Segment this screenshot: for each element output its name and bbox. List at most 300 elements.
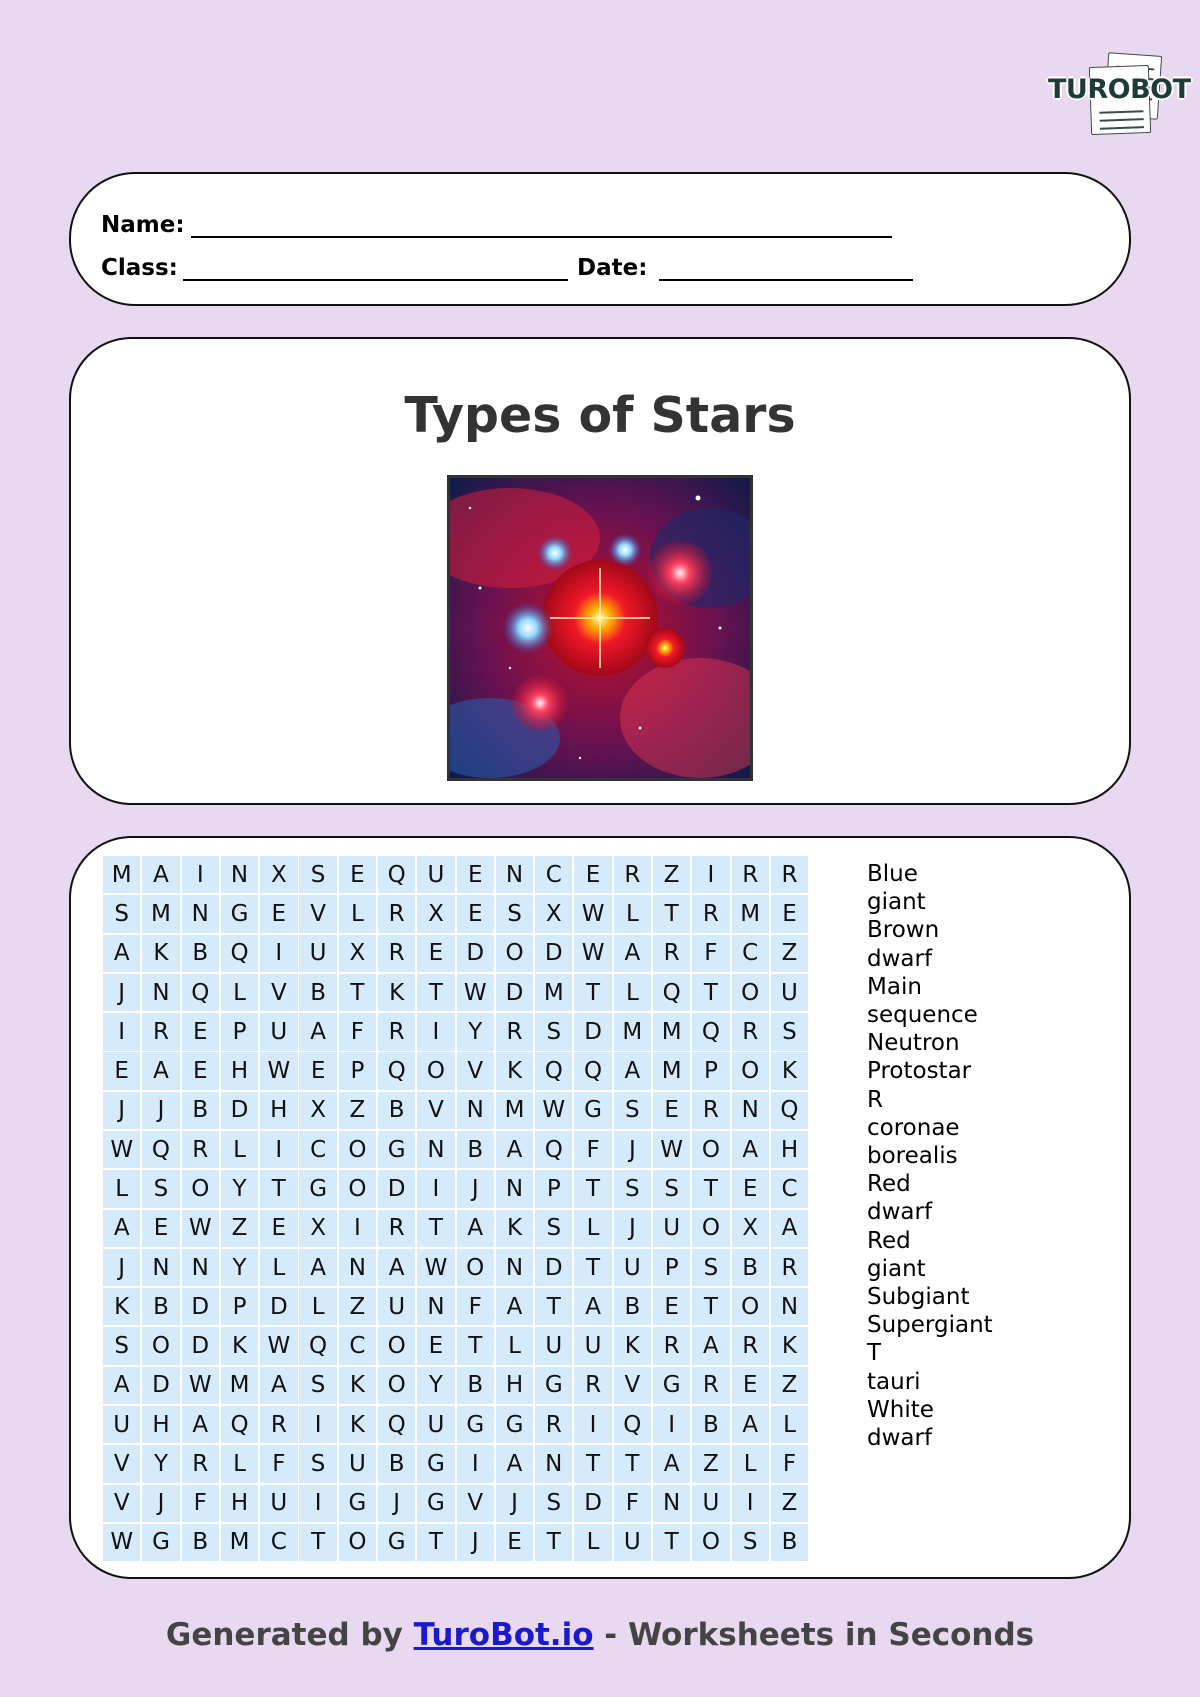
grid-cell[interactable]: X <box>339 935 376 972</box>
grid-cell[interactable]: O <box>732 974 769 1011</box>
grid-cell[interactable]: R <box>496 1013 533 1050</box>
grid-cell[interactable]: V <box>299 895 336 932</box>
grid-cell[interactable]: D <box>457 935 494 972</box>
grid-cell[interactable]: Q <box>378 1406 415 1443</box>
grid-cell[interactable]: U <box>260 1485 297 1522</box>
grid-cell[interactable]: G <box>417 1485 454 1522</box>
grid-cell[interactable]: M <box>103 856 140 893</box>
grid-cell[interactable]: E <box>457 895 494 932</box>
grid-cell[interactable]: U <box>103 1406 140 1443</box>
grid-cell[interactable]: I <box>457 1445 494 1482</box>
grid-cell[interactable]: L <box>614 895 651 932</box>
grid-cell[interactable]: Q <box>378 856 415 893</box>
grid-cell[interactable]: A <box>653 1445 690 1482</box>
grid-cell[interactable]: N <box>496 856 533 893</box>
grid-cell[interactable]: A <box>103 935 140 972</box>
grid-cell[interactable]: N <box>417 1131 454 1168</box>
grid-cell[interactable]: W <box>182 1367 219 1404</box>
grid-cell[interactable]: A <box>182 1406 219 1443</box>
grid-cell[interactable]: X <box>299 1210 336 1247</box>
grid-cell[interactable]: N <box>142 974 179 1011</box>
grid-cell[interactable]: I <box>417 1013 454 1050</box>
grid-cell[interactable]: I <box>260 935 297 972</box>
grid-cell[interactable]: W <box>182 1210 219 1247</box>
grid-cell[interactable]: Q <box>221 1406 258 1443</box>
grid-cell[interactable]: K <box>142 935 179 972</box>
grid-cell[interactable]: W <box>574 935 611 972</box>
grid-cell[interactable]: Q <box>142 1131 179 1168</box>
grid-cell[interactable]: S <box>732 1524 769 1561</box>
grid-cell[interactable]: Q <box>574 1052 611 1089</box>
grid-cell[interactable]: O <box>339 1170 376 1207</box>
grid-cell[interactable]: R <box>692 1367 729 1404</box>
grid-cell[interactable]: W <box>103 1131 140 1168</box>
grid-cell[interactable]: M <box>221 1524 258 1561</box>
grid-cell[interactable]: L <box>574 1524 611 1561</box>
grid-cell[interactable]: X <box>535 895 572 932</box>
grid-cell[interactable]: O <box>692 1524 729 1561</box>
grid-cell[interactable]: M <box>653 1013 690 1050</box>
grid-cell[interactable]: I <box>182 856 219 893</box>
grid-cell[interactable]: K <box>378 974 415 1011</box>
grid-cell[interactable]: W <box>574 895 611 932</box>
grid-cell[interactable]: Q <box>299 1327 336 1364</box>
grid-cell[interactable]: H <box>496 1367 533 1404</box>
grid-cell[interactable]: L <box>732 1445 769 1482</box>
grid-cell[interactable]: W <box>457 974 494 1011</box>
grid-cell[interactable]: Q <box>692 1013 729 1050</box>
grid-cell[interactable]: T <box>653 1524 690 1561</box>
grid-cell[interactable]: B <box>299 974 336 1011</box>
grid-cell[interactable]: R <box>771 856 808 893</box>
grid-cell[interactable]: A <box>299 1249 336 1286</box>
grid-cell[interactable]: D <box>535 1249 572 1286</box>
grid-cell[interactable]: E <box>496 1524 533 1561</box>
grid-cell[interactable]: Z <box>692 1445 729 1482</box>
grid-cell[interactable]: B <box>378 1092 415 1129</box>
grid-cell[interactable]: J <box>103 1092 140 1129</box>
grid-cell[interactable]: M <box>142 895 179 932</box>
grid-cell[interactable]: R <box>771 1249 808 1286</box>
grid-cell[interactable]: L <box>221 1131 258 1168</box>
grid-cell[interactable]: R <box>692 1092 729 1129</box>
grid-cell[interactable]: R <box>732 1327 769 1364</box>
grid-cell[interactable]: W <box>653 1131 690 1168</box>
grid-cell[interactable]: R <box>182 1445 219 1482</box>
grid-cell[interactable]: Y <box>417 1367 454 1404</box>
grid-cell[interactable]: L <box>771 1406 808 1443</box>
grid-cell[interactable]: P <box>692 1052 729 1089</box>
grid-cell[interactable]: J <box>103 974 140 1011</box>
grid-cell[interactable]: K <box>339 1367 376 1404</box>
grid-cell[interactable]: B <box>182 1524 219 1561</box>
grid-cell[interactable]: U <box>653 1210 690 1247</box>
grid-cell[interactable]: K <box>496 1052 533 1089</box>
grid-cell[interactable]: E <box>574 856 611 893</box>
grid-cell[interactable]: D <box>574 1013 611 1050</box>
grid-cell[interactable]: A <box>614 1052 651 1089</box>
grid-cell[interactable]: L <box>221 1445 258 1482</box>
grid-cell[interactable]: D <box>142 1367 179 1404</box>
grid-cell[interactable]: Z <box>653 856 690 893</box>
grid-cell[interactable]: R <box>732 1013 769 1050</box>
grid-cell[interactable]: R <box>378 1210 415 1247</box>
grid-cell[interactable]: F <box>574 1131 611 1168</box>
grid-cell[interactable]: P <box>653 1249 690 1286</box>
grid-cell[interactable]: D <box>535 935 572 972</box>
grid-cell[interactable]: R <box>142 1013 179 1050</box>
grid-cell[interactable]: A <box>496 1445 533 1482</box>
grid-cell[interactable]: I <box>417 1170 454 1207</box>
grid-cell[interactable]: X <box>260 856 297 893</box>
grid-cell[interactable]: M <box>614 1013 651 1050</box>
grid-cell[interactable]: O <box>692 1131 729 1168</box>
grid-cell[interactable]: U <box>614 1249 651 1286</box>
grid-cell[interactable]: R <box>692 895 729 932</box>
grid-cell[interactable]: Y <box>457 1013 494 1050</box>
grid-cell[interactable]: A <box>142 856 179 893</box>
grid-cell[interactable]: K <box>614 1327 651 1364</box>
grid-cell[interactable]: N <box>653 1485 690 1522</box>
grid-cell[interactable]: H <box>260 1092 297 1129</box>
grid-cell[interactable]: L <box>614 974 651 1011</box>
grid-cell[interactable]: Y <box>221 1249 258 1286</box>
grid-cell[interactable]: T <box>574 1249 611 1286</box>
grid-cell[interactable]: U <box>574 1327 611 1364</box>
grid-cell[interactable]: V <box>417 1092 454 1129</box>
grid-cell[interactable]: M <box>535 974 572 1011</box>
grid-cell[interactable]: D <box>378 1170 415 1207</box>
grid-cell[interactable]: W <box>260 1327 297 1364</box>
grid-cell[interactable]: A <box>732 1131 769 1168</box>
grid-cell[interactable]: U <box>417 856 454 893</box>
grid-cell[interactable]: K <box>221 1327 258 1364</box>
grid-cell[interactable]: F <box>614 1485 651 1522</box>
grid-cell[interactable]: Z <box>221 1210 258 1247</box>
grid-cell[interactable]: A <box>496 1288 533 1325</box>
grid-cell[interactable]: S <box>535 1485 572 1522</box>
grid-cell[interactable]: I <box>339 1210 376 1247</box>
grid-cell[interactable]: W <box>260 1052 297 1089</box>
grid-cell[interactable]: I <box>260 1131 297 1168</box>
grid-cell[interactable]: O <box>692 1210 729 1247</box>
grid-cell[interactable]: E <box>182 1013 219 1050</box>
grid-cell[interactable]: S <box>299 1445 336 1482</box>
grid-cell[interactable]: K <box>771 1052 808 1089</box>
grid-cell[interactable]: Q <box>221 935 258 972</box>
grid-cell[interactable]: Q <box>182 974 219 1011</box>
grid-cell[interactable]: R <box>574 1367 611 1404</box>
grid-cell[interactable]: R <box>732 856 769 893</box>
grid-cell[interactable]: C <box>339 1327 376 1364</box>
grid-cell[interactable]: I <box>653 1406 690 1443</box>
grid-cell[interactable]: E <box>417 935 454 972</box>
grid-cell[interactable]: R <box>182 1131 219 1168</box>
grid-cell[interactable]: C <box>535 856 572 893</box>
grid-cell[interactable]: F <box>457 1288 494 1325</box>
grid-cell[interactable]: T <box>535 1524 572 1561</box>
grid-cell[interactable]: R <box>378 935 415 972</box>
grid-cell[interactable]: N <box>732 1092 769 1129</box>
grid-cell[interactable]: W <box>535 1092 572 1129</box>
grid-cell[interactable]: S <box>142 1170 179 1207</box>
grid-cell[interactable]: I <box>574 1406 611 1443</box>
grid-cell[interactable]: E <box>142 1210 179 1247</box>
grid-cell[interactable]: R <box>614 856 651 893</box>
grid-cell[interactable]: B <box>732 1249 769 1286</box>
grid-cell[interactable]: S <box>496 895 533 932</box>
grid-cell[interactable]: U <box>771 974 808 1011</box>
grid-cell[interactable]: J <box>614 1210 651 1247</box>
grid-cell[interactable]: K <box>771 1327 808 1364</box>
grid-cell[interactable]: E <box>103 1052 140 1089</box>
grid-cell[interactable]: E <box>732 1170 769 1207</box>
date-field[interactable] <box>659 279 913 281</box>
grid-cell[interactable]: L <box>299 1288 336 1325</box>
grid-cell[interactable]: Q <box>771 1092 808 1129</box>
grid-cell[interactable]: R <box>535 1406 572 1443</box>
grid-cell[interactable]: T <box>417 974 454 1011</box>
grid-cell[interactable]: T <box>692 1170 729 1207</box>
grid-cell[interactable]: G <box>574 1092 611 1129</box>
grid-cell[interactable]: R <box>653 935 690 972</box>
grid-cell[interactable]: G <box>653 1367 690 1404</box>
grid-cell[interactable]: A <box>771 1210 808 1247</box>
grid-cell[interactable]: E <box>299 1052 336 1089</box>
grid-cell[interactable]: O <box>417 1052 454 1089</box>
grid-cell[interactable]: J <box>496 1485 533 1522</box>
grid-cell[interactable]: V <box>103 1445 140 1482</box>
grid-cell[interactable]: N <box>496 1249 533 1286</box>
grid-cell[interactable]: T <box>614 1445 651 1482</box>
grid-cell[interactable]: E <box>417 1327 454 1364</box>
grid-cell[interactable]: Q <box>614 1406 651 1443</box>
grid-cell[interactable]: X <box>299 1092 336 1129</box>
grid-cell[interactable]: F <box>260 1445 297 1482</box>
grid-cell[interactable]: O <box>378 1327 415 1364</box>
grid-cell[interactable]: Z <box>771 1485 808 1522</box>
grid-cell[interactable]: E <box>339 856 376 893</box>
grid-cell[interactable]: G <box>378 1524 415 1561</box>
grid-cell[interactable]: V <box>103 1485 140 1522</box>
grid-cell[interactable]: I <box>299 1406 336 1443</box>
grid-cell[interactable]: E <box>653 1092 690 1129</box>
grid-cell[interactable]: U <box>378 1288 415 1325</box>
grid-cell[interactable]: N <box>457 1092 494 1129</box>
grid-cell[interactable]: A <box>103 1367 140 1404</box>
grid-cell[interactable]: U <box>339 1445 376 1482</box>
grid-cell[interactable]: R <box>378 1013 415 1050</box>
grid-cell[interactable]: N <box>142 1249 179 1286</box>
grid-cell[interactable]: Q <box>653 974 690 1011</box>
grid-cell[interactable]: I <box>299 1485 336 1522</box>
grid-cell[interactable]: G <box>378 1131 415 1168</box>
grid-cell[interactable]: M <box>653 1052 690 1089</box>
grid-cell[interactable]: A <box>142 1052 179 1089</box>
grid-cell[interactable]: E <box>653 1288 690 1325</box>
grid-cell[interactable]: O <box>182 1170 219 1207</box>
grid-cell[interactable]: S <box>535 1013 572 1050</box>
grid-cell[interactable]: Y <box>221 1170 258 1207</box>
grid-cell[interactable]: T <box>457 1327 494 1364</box>
grid-cell[interactable]: N <box>496 1170 533 1207</box>
grid-cell[interactable]: A <box>378 1249 415 1286</box>
grid-cell[interactable]: S <box>692 1249 729 1286</box>
grid-cell[interactable]: V <box>260 974 297 1011</box>
grid-cell[interactable]: S <box>614 1092 651 1129</box>
grid-cell[interactable]: T <box>653 895 690 932</box>
grid-cell[interactable]: S <box>614 1170 651 1207</box>
grid-cell[interactable]: W <box>103 1524 140 1561</box>
grid-cell[interactable]: E <box>260 1210 297 1247</box>
grid-cell[interactable]: P <box>221 1013 258 1050</box>
grid-cell[interactable]: B <box>457 1367 494 1404</box>
grid-cell[interactable]: V <box>457 1485 494 1522</box>
grid-cell[interactable]: Q <box>535 1052 572 1089</box>
grid-cell[interactable]: A <box>614 935 651 972</box>
grid-cell[interactable]: E <box>457 856 494 893</box>
grid-cell[interactable]: U <box>299 935 336 972</box>
grid-cell[interactable]: A <box>260 1367 297 1404</box>
grid-cell[interactable]: J <box>378 1485 415 1522</box>
grid-cell[interactable]: X <box>417 895 454 932</box>
grid-cell[interactable]: T <box>339 974 376 1011</box>
grid-cell[interactable]: G <box>299 1170 336 1207</box>
grid-cell[interactable]: O <box>496 935 533 972</box>
grid-cell[interactable]: R <box>378 895 415 932</box>
grid-cell[interactable]: Q <box>535 1131 572 1168</box>
grid-cell[interactable]: J <box>457 1170 494 1207</box>
grid-cell[interactable]: Z <box>771 1367 808 1404</box>
grid-cell[interactable]: L <box>103 1170 140 1207</box>
grid-cell[interactable]: M <box>221 1367 258 1404</box>
grid-cell[interactable]: I <box>692 856 729 893</box>
grid-cell[interactable]: F <box>339 1013 376 1050</box>
grid-cell[interactable]: C <box>299 1131 336 1168</box>
grid-cell[interactable]: I <box>732 1485 769 1522</box>
grid-cell[interactable]: A <box>299 1013 336 1050</box>
grid-cell[interactable]: T <box>574 1445 611 1482</box>
grid-cell[interactable]: B <box>457 1131 494 1168</box>
grid-cell[interactable]: N <box>182 1249 219 1286</box>
grid-cell[interactable]: T <box>692 974 729 1011</box>
grid-cell[interactable]: C <box>771 1170 808 1207</box>
grid-cell[interactable]: D <box>260 1288 297 1325</box>
grid-cell[interactable]: M <box>496 1092 533 1129</box>
grid-cell[interactable]: E <box>771 895 808 932</box>
grid-cell[interactable]: O <box>732 1288 769 1325</box>
grid-cell[interactable]: A <box>732 1406 769 1443</box>
grid-cell[interactable]: Y <box>142 1445 179 1482</box>
grid-cell[interactable]: S <box>653 1170 690 1207</box>
grid-cell[interactable]: L <box>496 1327 533 1364</box>
grid-cell[interactable]: K <box>496 1210 533 1247</box>
grid-cell[interactable]: T <box>417 1210 454 1247</box>
turobot-link[interactable]: TuroBot.io <box>413 1617 594 1653</box>
grid-cell[interactable]: N <box>417 1288 454 1325</box>
grid-cell[interactable]: Q <box>378 1052 415 1089</box>
grid-cell[interactable]: A <box>103 1210 140 1247</box>
grid-cell[interactable]: J <box>142 1092 179 1129</box>
grid-cell[interactable]: P <box>535 1170 572 1207</box>
grid-cell[interactable]: O <box>732 1052 769 1089</box>
grid-cell[interactable]: E <box>260 895 297 932</box>
grid-cell[interactable]: N <box>771 1288 808 1325</box>
grid-cell[interactable]: D <box>182 1327 219 1364</box>
grid-cell[interactable]: A <box>457 1210 494 1247</box>
grid-cell[interactable]: G <box>221 895 258 932</box>
grid-cell[interactable]: G <box>417 1445 454 1482</box>
grid-cell[interactable]: T <box>260 1170 297 1207</box>
grid-cell[interactable]: T <box>299 1524 336 1561</box>
grid-cell[interactable]: T <box>535 1288 572 1325</box>
grid-cell[interactable]: S <box>103 895 140 932</box>
grid-cell[interactable]: A <box>496 1131 533 1168</box>
grid-cell[interactable]: B <box>771 1524 808 1561</box>
grid-cell[interactable]: B <box>378 1445 415 1482</box>
grid-cell[interactable]: C <box>732 935 769 972</box>
grid-cell[interactable]: B <box>614 1288 651 1325</box>
grid-cell[interactable]: F <box>771 1445 808 1482</box>
grid-cell[interactable]: P <box>339 1052 376 1089</box>
grid-cell[interactable]: S <box>771 1013 808 1050</box>
grid-cell[interactable]: S <box>103 1327 140 1364</box>
grid-cell[interactable]: H <box>221 1485 258 1522</box>
grid-cell[interactable]: Z <box>339 1092 376 1129</box>
grid-cell[interactable]: H <box>142 1406 179 1443</box>
grid-cell[interactable]: U <box>417 1406 454 1443</box>
grid-cell[interactable]: Z <box>771 935 808 972</box>
grid-cell[interactable]: I <box>103 1013 140 1050</box>
grid-cell[interactable]: O <box>378 1367 415 1404</box>
grid-cell[interactable]: B <box>182 935 219 972</box>
grid-cell[interactable]: N <box>339 1249 376 1286</box>
grid-cell[interactable]: E <box>182 1052 219 1089</box>
grid-cell[interactable]: W <box>417 1249 454 1286</box>
grid-cell[interactable]: L <box>574 1210 611 1247</box>
class-field[interactable] <box>183 279 568 281</box>
grid-cell[interactable]: G <box>142 1524 179 1561</box>
grid-cell[interactable]: G <box>496 1406 533 1443</box>
grid-cell[interactable]: K <box>103 1288 140 1325</box>
grid-cell[interactable]: T <box>417 1524 454 1561</box>
grid-cell[interactable]: O <box>339 1131 376 1168</box>
grid-cell[interactable]: J <box>103 1249 140 1286</box>
grid-cell[interactable]: S <box>535 1210 572 1247</box>
grid-cell[interactable]: D <box>496 974 533 1011</box>
grid-cell[interactable]: U <box>614 1524 651 1561</box>
grid-cell[interactable]: L <box>260 1249 297 1286</box>
grid-cell[interactable]: P <box>221 1288 258 1325</box>
grid-cell[interactable]: R <box>260 1406 297 1443</box>
grid-cell[interactable]: U <box>260 1013 297 1050</box>
grid-cell[interactable]: N <box>535 1445 572 1482</box>
grid-cell[interactable]: T <box>574 1170 611 1207</box>
grid-cell[interactable]: F <box>692 935 729 972</box>
grid-cell[interactable]: O <box>457 1249 494 1286</box>
grid-cell[interactable]: J <box>614 1131 651 1168</box>
grid-cell[interactable]: G <box>457 1406 494 1443</box>
grid-cell[interactable]: S <box>299 1367 336 1404</box>
grid-cell[interactable]: A <box>574 1288 611 1325</box>
name-field[interactable] <box>191 236 892 238</box>
grid-cell[interactable]: M <box>732 895 769 932</box>
grid-cell[interactable]: K <box>339 1406 376 1443</box>
grid-cell[interactable]: G <box>339 1485 376 1522</box>
grid-cell[interactable]: L <box>339 895 376 932</box>
grid-cell[interactable]: E <box>732 1367 769 1404</box>
grid-cell[interactable]: T <box>574 974 611 1011</box>
